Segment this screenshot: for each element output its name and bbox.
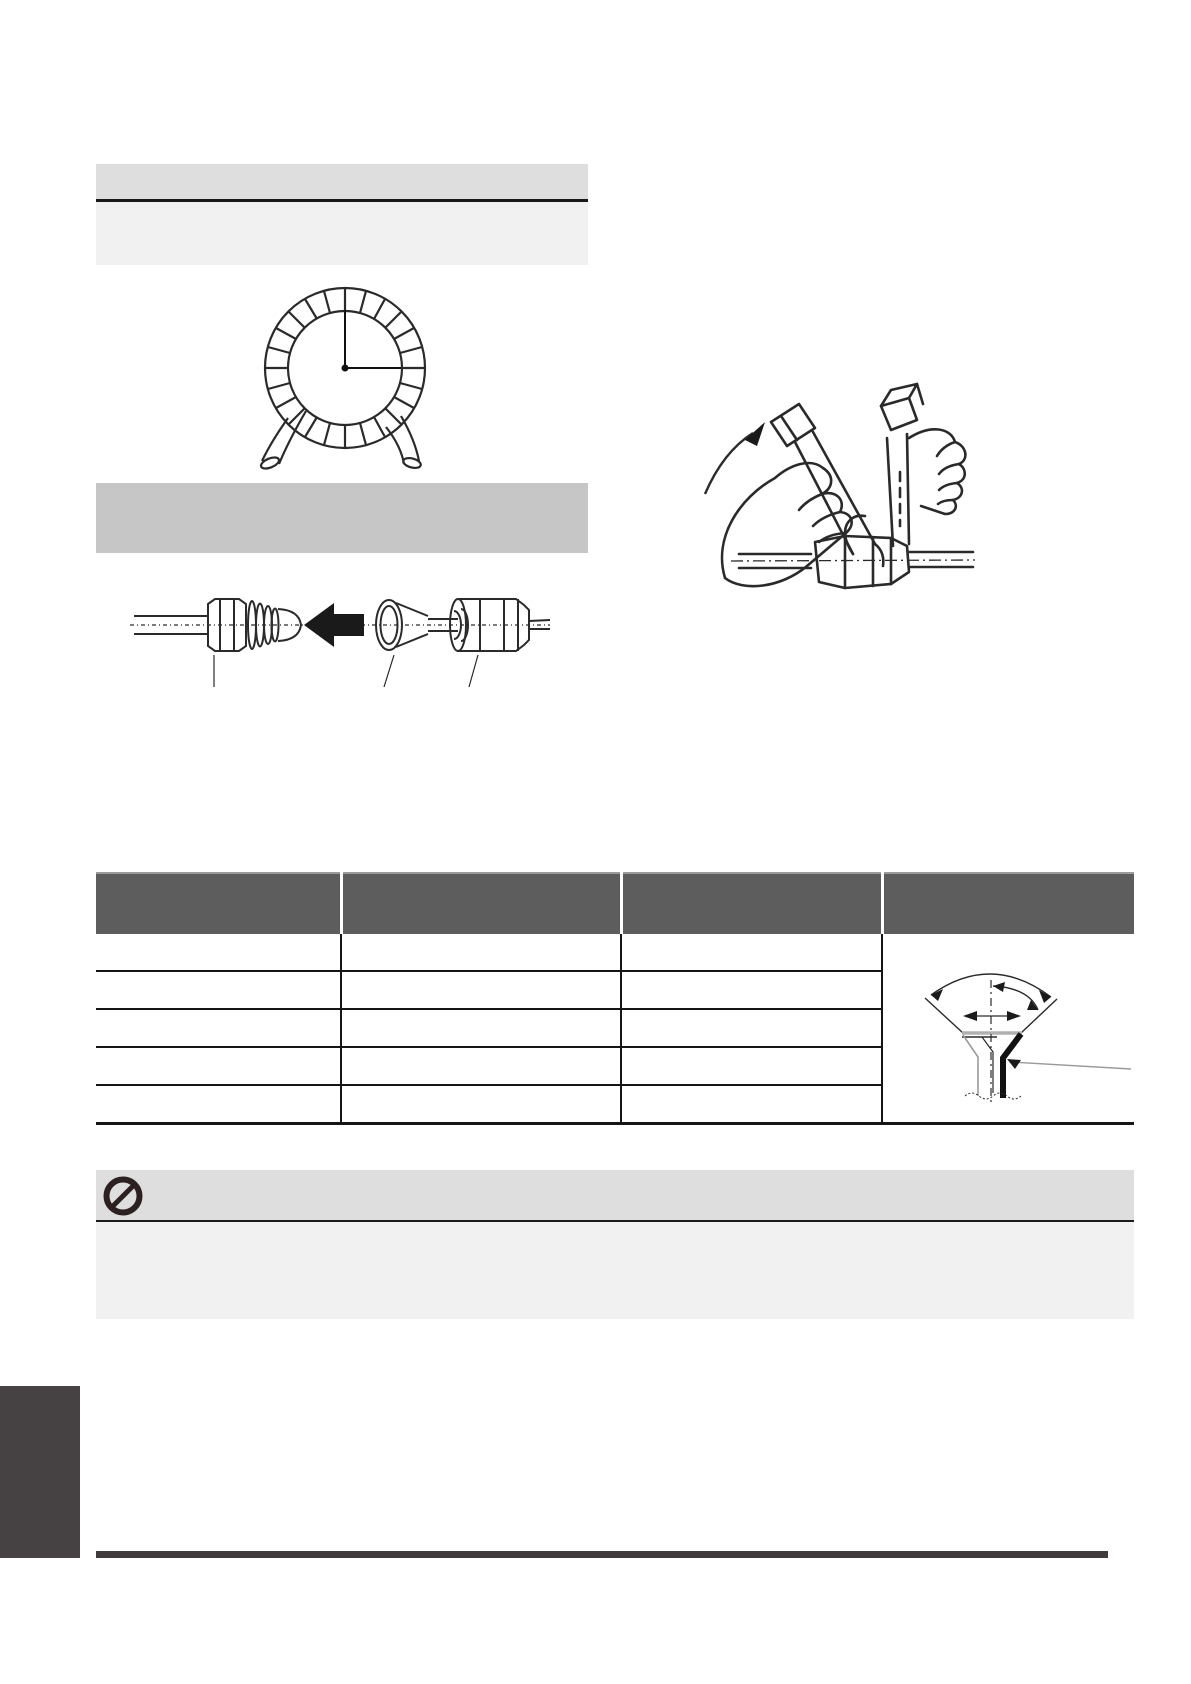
left-arrow-icon — [304, 603, 364, 647]
prohibition-header-bar — [96, 1170, 1134, 1222]
table-cell — [341, 1009, 621, 1047]
spec-table — [96, 872, 1134, 1125]
table-header-col4 — [882, 873, 1134, 934]
prohibition-body — [96, 1222, 1134, 1319]
prohibition-icon — [103, 1176, 143, 1216]
table-cell — [96, 1047, 341, 1085]
table-cell — [96, 1085, 341, 1124]
table-cell — [621, 1047, 882, 1085]
section-header-bar — [96, 164, 588, 202]
subsection-header-bar — [96, 483, 588, 553]
flare-wall-emphasis — [1003, 1034, 1021, 1098]
table-header-col2 — [341, 873, 621, 934]
table-row — [96, 934, 1134, 971]
leader-lines — [214, 655, 478, 687]
curved-rotation-arrow-icon — [705, 433, 753, 494]
flare-dimension-cell — [882, 934, 1134, 1124]
table-cell — [621, 934, 882, 971]
table-cell — [341, 1085, 621, 1124]
pipe-centerline — [731, 560, 975, 561]
flare-dimension-icon — [885, 938, 1133, 1118]
footer-rule — [96, 1551, 1108, 1558]
table-cell — [341, 934, 621, 971]
table-cell — [96, 1009, 341, 1047]
coiled-hose-illustration — [233, 270, 455, 472]
table-cell — [341, 971, 621, 1009]
table-cell — [341, 1047, 621, 1085]
wrench-tightening-icon — [695, 376, 975, 623]
wrench-tightening-illustration — [695, 376, 975, 623]
coiled-hose-icon — [233, 270, 455, 472]
table-header-row — [96, 873, 1134, 934]
table-cell — [621, 971, 882, 1009]
table-cell — [621, 1009, 882, 1047]
table-header-col1 — [96, 873, 341, 934]
table-cell — [96, 971, 341, 1009]
flare-connection-illustration — [128, 583, 552, 693]
table-cell — [96, 934, 341, 971]
flare-connection-icon — [128, 583, 552, 693]
section-body — [96, 202, 588, 265]
table-cell — [621, 1085, 882, 1124]
table-header-col3 — [621, 873, 882, 934]
page-side-tab — [0, 1386, 80, 1558]
